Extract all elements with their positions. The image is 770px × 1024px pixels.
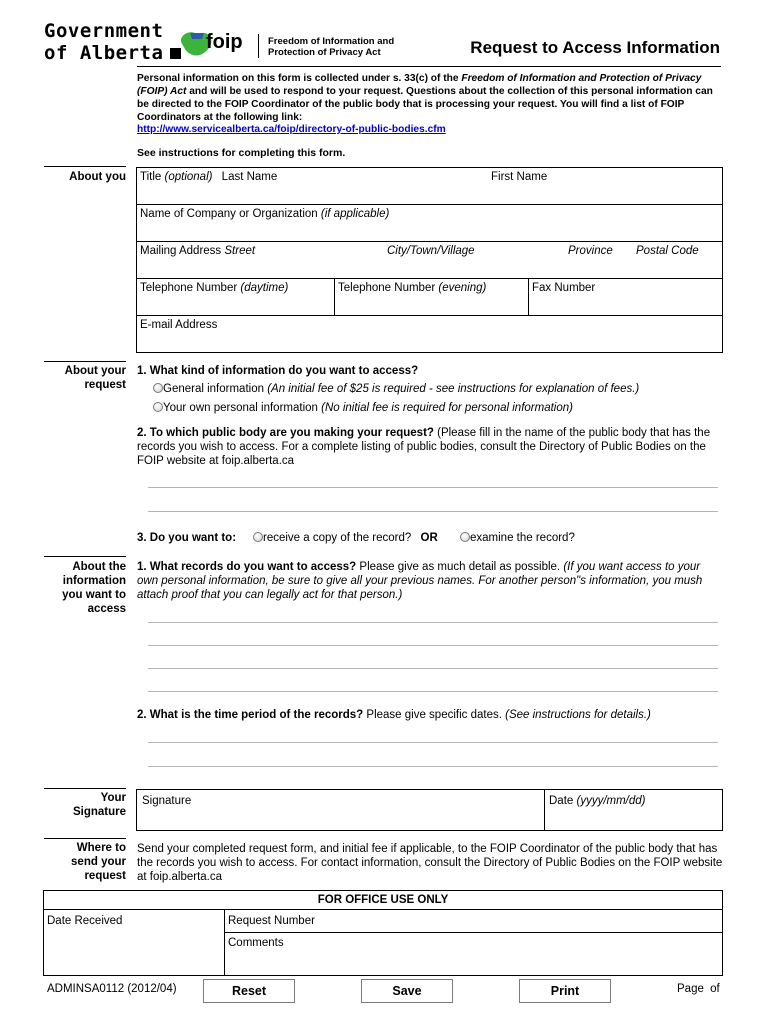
send-instructions: Send your completed request form, and initial fee if applicable, to the FOIP Coordinator of the public body that has the records you wish to access. For contact information, consult the Directory of Public Bodies on the FOIP website at foip.alberta.ca bbox=[137, 843, 723, 883]
province-field[interactable]: Province bbox=[568, 245, 613, 257]
office-title-divider bbox=[43, 909, 723, 910]
mailing-address-field[interactable] bbox=[140, 245, 255, 257]
foip-act-line2: Protection of Privacy Act bbox=[268, 47, 381, 58]
title-last-name-field[interactable] bbox=[140, 171, 277, 183]
records-line[interactable] bbox=[148, 622, 718, 623]
public-body-line[interactable] bbox=[148, 511, 718, 512]
question-access-type bbox=[137, 532, 236, 544]
about-you-row-divider bbox=[136, 315, 723, 316]
personal-info-label: Your own personal information bbox=[163, 402, 318, 414]
public-body-question: 2. To which public body are you making your request? bbox=[137, 427, 434, 439]
collection-notice-text-2: and will be used to respond to your request. Questions about the collection of this personal information can be directed to the FOIP Coordinator of the public body that is processing your request. You will find a list of FOIP Coordinators at the following link: bbox=[137, 86, 713, 123]
info-label-line2: information bbox=[62, 575, 126, 587]
city-field[interactable]: City/Town/Village bbox=[387, 245, 475, 257]
records-note: (If you want access to your own personal information, be sure to give all your previous names. For another person"s information, you mush attach proof that you can legally act for that person.) bbox=[137, 561, 703, 601]
question-kind-of-info: 1. What kind of information do you want to access? bbox=[137, 365, 419, 377]
info-rule bbox=[44, 556, 126, 557]
info-label-line1: About the bbox=[72, 561, 126, 573]
print-button[interactable]: Print bbox=[519, 979, 611, 1003]
about-you-row-divider bbox=[136, 204, 723, 205]
gov-logo-line2: of Alberta bbox=[44, 42, 164, 64]
fax-field[interactable]: Fax Number bbox=[532, 282, 596, 294]
request-number-field[interactable]: Request Number bbox=[228, 915, 315, 927]
time-period-note: (See instructions for details.) bbox=[505, 709, 651, 721]
or-label: OR bbox=[420, 532, 438, 544]
about-the-information-label bbox=[40, 560, 126, 616]
street-label: Street bbox=[224, 245, 256, 257]
foip-act-line1: Freedom of Information and bbox=[268, 36, 395, 47]
radio-general-icon[interactable] bbox=[153, 383, 163, 393]
records-instructions: Please give as much detail as possible. bbox=[356, 561, 564, 573]
receive-copy-label: receive a copy of the record? bbox=[263, 532, 412, 544]
send-label-line3: request bbox=[84, 870, 126, 882]
foip-logo-divider bbox=[258, 34, 259, 58]
records-question: 1. What records do you want to access? bbox=[137, 561, 357, 573]
general-info-label: General information bbox=[163, 383, 264, 395]
about-you-rule bbox=[44, 166, 126, 167]
radio-personal-icon[interactable] bbox=[153, 402, 163, 412]
question-public-body bbox=[137, 426, 715, 468]
public-body-line[interactable] bbox=[148, 487, 718, 488]
about-you-col-divider bbox=[334, 278, 335, 315]
records-line[interactable] bbox=[148, 691, 718, 692]
telephone-evening-field[interactable] bbox=[338, 282, 486, 294]
question-time-period bbox=[137, 709, 651, 721]
date-received-field[interactable]: Date Received bbox=[47, 915, 123, 927]
postal-code-field[interactable]: Postal Code bbox=[636, 245, 699, 257]
form-code: ADMINSA0112 (2012/04) bbox=[47, 983, 177, 995]
telephone-label: Telephone Number bbox=[140, 282, 238, 294]
signature-label-line1: Your bbox=[100, 792, 126, 804]
date-format-note: (yyyy/mm/dd) bbox=[576, 795, 646, 807]
email-field[interactable]: E-mail Address bbox=[140, 319, 218, 331]
option-general-information[interactable] bbox=[153, 383, 639, 395]
records-line[interactable] bbox=[148, 668, 718, 669]
form-title: Request to Access Information bbox=[470, 38, 720, 57]
company-field[interactable] bbox=[140, 208, 389, 220]
title-optional-note: (optional) bbox=[164, 171, 213, 183]
request-label-line2: request bbox=[84, 379, 126, 391]
instructions-note: See instructions for completing this form. bbox=[137, 147, 346, 159]
page-number bbox=[677, 983, 720, 995]
foip-logo-text: foip bbox=[206, 31, 243, 53]
where-to-send-label bbox=[40, 841, 126, 883]
reset-button[interactable]: Reset bbox=[203, 979, 295, 1003]
about-you-col-divider bbox=[528, 278, 529, 315]
about-you-table bbox=[136, 167, 723, 353]
telephone-label: Telephone Number bbox=[338, 282, 436, 294]
request-label-line1: About your bbox=[64, 365, 126, 377]
page-label: Page bbox=[677, 983, 704, 995]
signature-field[interactable]: Signature bbox=[142, 795, 192, 807]
question-records bbox=[137, 560, 717, 602]
about-you-label: About you bbox=[69, 171, 126, 183]
page-of-label: of bbox=[710, 983, 720, 995]
last-name-label: Last Name bbox=[221, 171, 278, 183]
company-optional-note: (if applicable) bbox=[320, 208, 390, 220]
option-personal-information[interactable] bbox=[153, 402, 573, 414]
date-label: Date bbox=[549, 795, 574, 807]
public-body-instructions: (Please fill in the name of the public body that has the records you wish to access. For a complete listing of public bodies, consult the Directory of Public Bodies on the FOIP website at foip.alberta.ca bbox=[137, 427, 711, 467]
evening-note: (evening) bbox=[438, 282, 487, 294]
collection-notice-text: Personal information on this form is collected under s. 33(c) of the bbox=[137, 73, 462, 84]
company-label: Name of Company or Organization bbox=[140, 208, 318, 220]
personal-info-note: (No initial fee is required for personal information) bbox=[321, 402, 573, 414]
foip-logo bbox=[180, 27, 250, 61]
foip-act-reference: Freedom of Information and Protection of Privacy (FOIP) Act bbox=[137, 73, 702, 97]
send-rule bbox=[44, 838, 126, 839]
daytime-note: (daytime) bbox=[240, 282, 289, 294]
option-receive-copy[interactable] bbox=[253, 532, 438, 544]
directory-link[interactable]: http://www.servicealberta.ca/foip/directory-of-public-bodies.cfm bbox=[137, 124, 446, 135]
about-you-row-divider bbox=[136, 278, 723, 279]
header-rule bbox=[137, 66, 721, 67]
office-row-divider bbox=[224, 932, 723, 933]
collection-notice bbox=[137, 72, 723, 124]
time-period-line[interactable] bbox=[148, 742, 718, 743]
foip-act-name bbox=[268, 36, 394, 58]
signature-label-line2: Signature bbox=[72, 806, 126, 818]
about-you-row-divider bbox=[136, 241, 723, 242]
send-label-line2: send your bbox=[71, 856, 126, 868]
mailing-address-label: Mailing Address bbox=[140, 245, 222, 257]
access-type-question: 3. Do you want to: bbox=[137, 532, 237, 544]
comments-field[interactable]: Comments bbox=[228, 937, 284, 949]
time-period-line[interactable] bbox=[148, 766, 718, 767]
examine-record-label: examine the record? bbox=[470, 532, 575, 544]
request-rule bbox=[44, 361, 126, 362]
send-label-line1: Where to bbox=[76, 842, 126, 854]
option-examine-record[interactable] bbox=[460, 532, 575, 544]
gov-logo-line1: Government bbox=[44, 20, 164, 42]
time-period-instructions: Please give specific dates. bbox=[363, 709, 506, 721]
signature-col-divider bbox=[544, 789, 545, 831]
title-label: Title bbox=[140, 171, 162, 183]
telephone-daytime-field[interactable] bbox=[140, 282, 288, 294]
government-of-alberta-logo bbox=[44, 20, 181, 64]
info-label-line3: you want to bbox=[62, 589, 126, 601]
office-col-divider bbox=[224, 909, 225, 976]
save-button[interactable]: Save bbox=[361, 979, 453, 1003]
about-your-request-label bbox=[40, 364, 126, 392]
radio-examine-icon[interactable] bbox=[460, 532, 470, 542]
signature-rule bbox=[44, 788, 126, 789]
date-field[interactable] bbox=[549, 795, 646, 807]
your-signature-label bbox=[40, 791, 126, 819]
time-period-question: 2. What is the time period of the records? bbox=[137, 709, 364, 721]
radio-copy-icon[interactable] bbox=[253, 532, 263, 542]
office-use-title: FOR OFFICE USE ONLY bbox=[317, 894, 449, 906]
first-name-field[interactable]: First Name bbox=[491, 171, 548, 183]
general-info-note: (An initial fee of $25 is required - see instructions for explanation of fees.) bbox=[267, 383, 640, 395]
info-label-line4: access bbox=[87, 603, 126, 615]
records-line[interactable] bbox=[148, 645, 718, 646]
